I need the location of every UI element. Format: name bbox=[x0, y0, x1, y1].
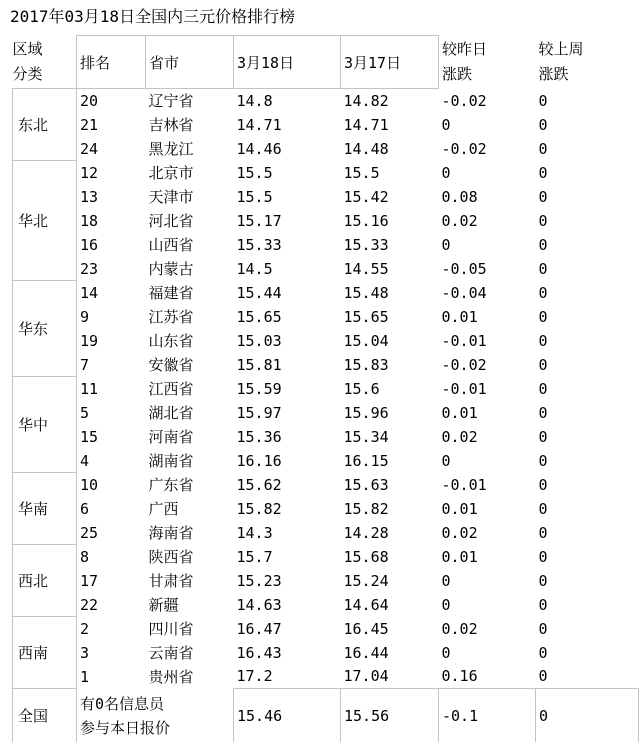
price-yesterday-cell: 16.45 bbox=[343, 619, 389, 638]
rank-cell: 20 bbox=[80, 91, 99, 110]
national-note-cell bbox=[77, 689, 234, 742]
price-yesterday-cell: 15.24 bbox=[343, 571, 389, 590]
price-yesterday-cell: 15.65 bbox=[343, 307, 389, 326]
chg-week-cell: 0 bbox=[538, 115, 548, 134]
chg-week-cell: 0 bbox=[538, 211, 548, 230]
price-yesterday-cell: 16.15 bbox=[343, 451, 389, 470]
province-cell: 江西省 bbox=[148, 380, 194, 398]
national-section bbox=[13, 689, 639, 742]
page-title: 2017年03月18日全国内三元价格排行榜 bbox=[10, 7, 296, 26]
rank-cell: 12 bbox=[80, 163, 99, 182]
price-today-cell: 14.8 bbox=[236, 91, 273, 110]
province-cell: 吉林省 bbox=[148, 116, 194, 134]
table-header bbox=[13, 36, 639, 89]
chg-week-cell: 0 bbox=[536, 689, 639, 742]
rank-cell: 8 bbox=[80, 547, 90, 566]
chg-week-cell: 0 bbox=[538, 139, 548, 158]
province-row bbox=[13, 89, 639, 113]
price-today-cell: 15.7 bbox=[236, 547, 273, 566]
province-row bbox=[13, 401, 639, 425]
chg-day-cell: 0.16 bbox=[441, 667, 478, 686]
price-today-cell: 16.47 bbox=[236, 619, 282, 638]
price-yesterday-cell: 15.6 bbox=[343, 379, 380, 398]
province-row bbox=[13, 641, 639, 665]
price-today-cell: 15.97 bbox=[236, 403, 282, 422]
province-row bbox=[13, 329, 639, 353]
rank-cell: 15 bbox=[80, 427, 99, 446]
chg-week-cell: 0 bbox=[538, 283, 548, 302]
price-yesterday-cell: 15.56 bbox=[341, 689, 439, 742]
chg-day-cell: 0 bbox=[441, 595, 451, 614]
price-yesterday-cell: 15.04 bbox=[343, 331, 389, 350]
chg-day-cell: -0.05 bbox=[441, 259, 487, 278]
province-cell: 江苏省 bbox=[148, 308, 194, 326]
province-cell: 黑龙江 bbox=[148, 140, 194, 158]
chg-day-cell: 0 bbox=[441, 115, 451, 134]
province-row bbox=[13, 593, 639, 617]
chg-day-cell: 0.01 bbox=[441, 307, 478, 326]
chg-week-cell: 0 bbox=[538, 403, 548, 422]
price-yesterday-cell: 15.83 bbox=[343, 355, 389, 374]
chg-day-cell: 0.02 bbox=[441, 211, 478, 230]
price-yesterday-cell: 14.71 bbox=[343, 115, 389, 134]
province-row bbox=[13, 473, 639, 497]
chg-day-cell: -0.01 bbox=[441, 475, 487, 494]
province-cell: 山东省 bbox=[148, 332, 194, 350]
chg-week-cell: 0 bbox=[538, 667, 548, 686]
price-today-cell: 14.71 bbox=[236, 115, 282, 134]
chg-week-cell: 0 bbox=[538, 595, 548, 614]
province-row bbox=[13, 257, 639, 281]
header-region bbox=[13, 36, 77, 89]
province-row bbox=[13, 377, 639, 401]
price-today-cell: 15.65 bbox=[236, 307, 282, 326]
province-cell: 河南省 bbox=[148, 428, 194, 446]
region-group-cell: 东北 bbox=[13, 89, 77, 161]
chg-week-cell: 0 bbox=[538, 235, 548, 254]
price-yesterday-cell: 14.64 bbox=[343, 595, 389, 614]
province-row bbox=[13, 521, 639, 545]
province-row bbox=[13, 665, 639, 689]
chg-week-cell: 0 bbox=[538, 523, 548, 542]
price-yesterday-cell: 15.42 bbox=[343, 187, 389, 206]
province-cell: 北京市 bbox=[148, 164, 194, 182]
chg-week-cell: 0 bbox=[538, 163, 548, 182]
region-cell-national: 全国 bbox=[13, 689, 77, 742]
price-today-cell: 17.2 bbox=[236, 667, 273, 686]
price-yesterday-cell: 17.04 bbox=[343, 667, 389, 686]
province-row bbox=[13, 209, 639, 233]
province-row bbox=[13, 569, 639, 593]
province-cell: 辽宁省 bbox=[148, 92, 194, 111]
chg-day-cell: 0 bbox=[441, 571, 451, 590]
region-group-cell: 华东 bbox=[13, 281, 77, 377]
price-yesterday-cell: 14.28 bbox=[343, 523, 389, 542]
header-chg-week-label: 较上周涨跌 bbox=[538, 40, 584, 83]
chg-week-cell: 0 bbox=[538, 619, 548, 638]
price-yesterday-cell: 16.44 bbox=[343, 643, 389, 662]
province-cell: 云南省 bbox=[148, 644, 194, 662]
province-cell: 山西省 bbox=[148, 236, 194, 254]
chg-day-cell: 0 bbox=[441, 643, 451, 662]
chg-day-cell: -0.04 bbox=[441, 283, 487, 302]
chg-day-cell: -0.01 bbox=[441, 331, 487, 350]
price-today-cell: 15.5 bbox=[236, 187, 273, 206]
chg-week-cell: 0 bbox=[538, 547, 548, 566]
chg-week-cell: 0 bbox=[538, 571, 548, 590]
province-row bbox=[13, 545, 639, 569]
price-yesterday-cell: 14.48 bbox=[343, 139, 389, 158]
price-yesterday-cell: 15.16 bbox=[343, 211, 389, 230]
price-today-cell: 15.5 bbox=[236, 163, 273, 182]
province-cell: 福建省 bbox=[148, 284, 194, 302]
province-cell: 甘肃省 bbox=[148, 572, 194, 590]
rank-cell: 11 bbox=[80, 379, 99, 398]
price-today-cell: 15.82 bbox=[236, 499, 282, 518]
chg-week-cell: 0 bbox=[538, 475, 548, 494]
rank-cell: 19 bbox=[80, 331, 99, 350]
province-cell: 天津市 bbox=[148, 188, 194, 206]
chg-day-cell: -0.02 bbox=[441, 91, 487, 110]
price-yesterday-cell: 15.34 bbox=[343, 427, 389, 446]
price-today-cell: 15.23 bbox=[236, 571, 282, 590]
price-today-cell: 14.5 bbox=[236, 259, 273, 278]
province-row bbox=[13, 161, 639, 185]
rank-cell: 17 bbox=[80, 571, 99, 590]
province-cell: 海南省 bbox=[148, 524, 194, 542]
region-group-cell: 华中 bbox=[13, 377, 77, 473]
chg-week-cell: 0 bbox=[538, 427, 548, 446]
chg-day-cell: 0 bbox=[441, 235, 451, 254]
province-row bbox=[13, 185, 639, 209]
chg-day-cell: 0.02 bbox=[441, 523, 478, 542]
rank-cell: 21 bbox=[80, 115, 99, 134]
province-cell: 广东省 bbox=[148, 476, 194, 494]
rank-cell: 7 bbox=[80, 355, 90, 374]
header-province: 省市 bbox=[146, 36, 234, 89]
header-rank: 排名 bbox=[77, 36, 146, 89]
rank-cell: 10 bbox=[80, 475, 99, 494]
price-today-cell: 15.59 bbox=[236, 379, 282, 398]
province-cell: 内蒙古 bbox=[148, 260, 194, 278]
chg-week-cell: 0 bbox=[538, 379, 548, 398]
price-yesterday-cell: 14.55 bbox=[343, 259, 389, 278]
province-row bbox=[13, 497, 639, 521]
price-today-cell: 15.33 bbox=[236, 235, 282, 254]
national-row bbox=[13, 689, 639, 742]
chg-day-cell: 0.01 bbox=[441, 499, 478, 518]
province-cell: 贵州省 bbox=[148, 668, 194, 686]
province-cell: 湖北省 bbox=[148, 404, 194, 422]
rank-cell: 2 bbox=[80, 619, 90, 638]
rank-cell: 13 bbox=[80, 187, 99, 206]
chg-week-cell: 0 bbox=[538, 643, 548, 662]
header-chg-week bbox=[536, 36, 639, 89]
chg-week-cell: 0 bbox=[538, 187, 548, 206]
chg-day-cell: 0.02 bbox=[441, 427, 478, 446]
region-group-cell: 华南 bbox=[13, 473, 77, 545]
price-yesterday-cell: 15.96 bbox=[343, 403, 389, 422]
price-today-cell: 16.43 bbox=[236, 643, 282, 662]
price-today-cell: 15.36 bbox=[236, 427, 282, 446]
rank-cell: 24 bbox=[80, 139, 99, 158]
rank-cell: 4 bbox=[80, 451, 90, 470]
province-cell: 湖南省 bbox=[148, 452, 194, 470]
rank-cell: 23 bbox=[80, 259, 99, 278]
region-group-cell: 西南 bbox=[13, 617, 77, 689]
chg-day-cell: 0.08 bbox=[441, 187, 478, 206]
rank-cell: 16 bbox=[80, 235, 99, 254]
chg-day-cell: -0.02 bbox=[441, 139, 487, 158]
chg-day-cell: 0.01 bbox=[441, 403, 478, 422]
region-group-cell: 西北 bbox=[13, 545, 77, 617]
price-ranking-table bbox=[12, 35, 639, 742]
rank-cell: 25 bbox=[80, 523, 99, 542]
chg-day-cell: -0.1 bbox=[439, 689, 536, 742]
chg-week-cell: 0 bbox=[538, 451, 548, 470]
price-yesterday-cell: 15.48 bbox=[343, 283, 389, 302]
price-today-cell: 14.63 bbox=[236, 595, 282, 614]
header-row bbox=[13, 36, 639, 89]
rank-cell: 3 bbox=[80, 643, 90, 662]
province-row bbox=[13, 449, 639, 473]
header-chg-day-label: 较昨日涨跌 bbox=[442, 40, 488, 83]
province-cell: 安徽省 bbox=[148, 356, 194, 374]
price-yesterday-cell: 15.82 bbox=[343, 499, 389, 518]
price-today-cell: 14.3 bbox=[236, 523, 273, 542]
region-group-cell: 华北 bbox=[13, 161, 77, 281]
header-price-today: 3月18日 bbox=[234, 36, 341, 89]
chg-day-cell: 0.01 bbox=[441, 547, 478, 566]
province-row bbox=[13, 353, 639, 377]
chg-week-cell: 0 bbox=[538, 499, 548, 518]
price-today-cell: 14.46 bbox=[236, 139, 282, 158]
header-region-label: 区域分类 bbox=[12, 39, 43, 83]
price-yesterday-cell: 15.63 bbox=[343, 475, 389, 494]
price-today-cell: 15.17 bbox=[236, 211, 282, 230]
price-today-cell: 15.46 bbox=[234, 689, 341, 742]
price-today-cell: 15.44 bbox=[236, 283, 282, 302]
province-row bbox=[13, 305, 639, 329]
province-cell: 新疆 bbox=[148, 596, 179, 614]
province-rows bbox=[13, 89, 639, 689]
province-row bbox=[13, 233, 639, 257]
header-price-yesterday: 3月17日 bbox=[341, 36, 439, 89]
chg-week-cell: 0 bbox=[538, 331, 548, 350]
price-today-cell: 15.81 bbox=[236, 355, 282, 374]
price-yesterday-cell: 15.33 bbox=[343, 235, 389, 254]
chg-day-cell: 0 bbox=[441, 163, 451, 182]
chg-week-cell: 0 bbox=[538, 259, 548, 278]
price-yesterday-cell: 14.82 bbox=[343, 91, 389, 110]
national-note-text: 有0名信息员参与本日报价 bbox=[80, 694, 171, 737]
province-cell: 陕西省 bbox=[148, 548, 194, 566]
chg-day-cell: -0.02 bbox=[441, 355, 487, 374]
price-today-cell: 15.03 bbox=[236, 331, 282, 350]
price-yesterday-cell: 15.5 bbox=[343, 163, 380, 182]
price-today-cell: 15.62 bbox=[236, 475, 282, 494]
rank-cell: 18 bbox=[80, 211, 99, 230]
chg-day-cell: -0.01 bbox=[441, 379, 487, 398]
province-row bbox=[13, 617, 639, 641]
header-chg-day bbox=[439, 36, 536, 89]
rank-cell: 14 bbox=[80, 283, 99, 302]
chg-day-cell: 0.02 bbox=[441, 619, 478, 638]
price-today-cell: 16.16 bbox=[236, 451, 282, 470]
rank-cell: 1 bbox=[80, 667, 90, 686]
rank-cell: 9 bbox=[80, 307, 90, 326]
province-cell: 河北省 bbox=[148, 212, 194, 230]
province-row bbox=[13, 425, 639, 449]
chg-week-cell: 0 bbox=[538, 91, 548, 110]
province-cell: 四川省 bbox=[148, 620, 194, 638]
chg-week-cell: 0 bbox=[538, 355, 548, 374]
province-row bbox=[13, 137, 639, 161]
rank-cell: 22 bbox=[80, 595, 99, 614]
chg-day-cell: 0 bbox=[441, 451, 451, 470]
province-cell: 广西 bbox=[148, 500, 179, 518]
rank-cell: 5 bbox=[80, 403, 90, 422]
rank-cell: 6 bbox=[80, 499, 90, 518]
province-row bbox=[13, 113, 639, 137]
province-row bbox=[13, 281, 639, 305]
chg-week-cell: 0 bbox=[538, 307, 548, 326]
price-yesterday-cell: 15.68 bbox=[343, 547, 389, 566]
